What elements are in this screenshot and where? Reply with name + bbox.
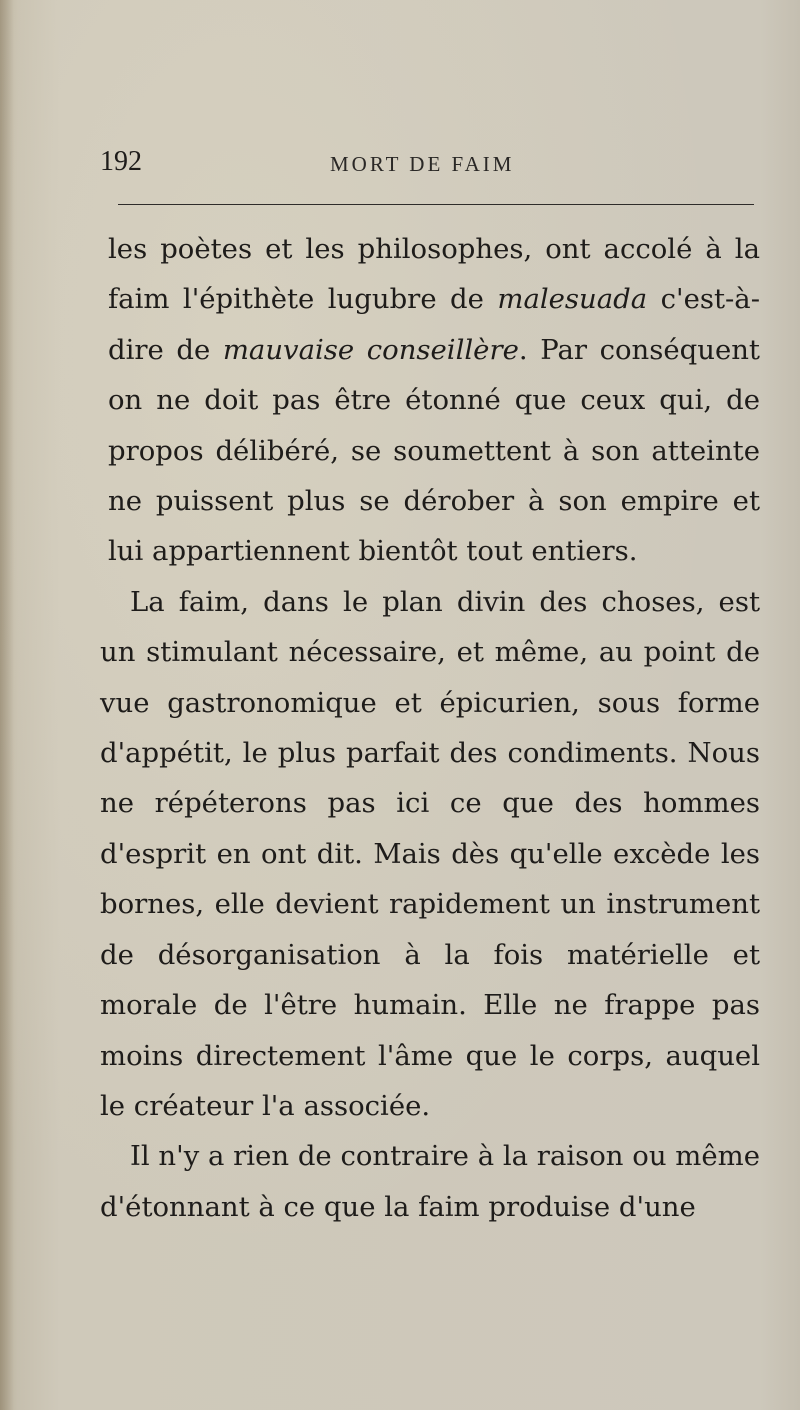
italic-term: malesuada [497,283,648,316]
page-number: 192 [100,146,142,177]
page-header [100,146,760,186]
paragraph-continued [100,224,760,577]
text-segment: . Par conséquent on ne doit pas être étonné que ceux qui, de propos délibéré, se soumettent à son atteinte ne puissent plus se dérober à son empire et lui appartiennent bientôt tout entiers. [108,333,760,568]
running-title: MORT DE FAIM [330,152,515,176]
header-rule [118,204,754,205]
text-segment: c'est-à-dire de [108,283,760,366]
paragraph: La faim, dans le plan divin des choses, est un stimulant nécessaire, et même, au point de vue gastronomique et épicurien, sous forme d'appétit, le plus parfait des condiments. Nous ne répéterons pas ici ce que des hommes d'esprit en ont dit. Mais dès qu'elle excède les bornes, elle devient rapidement un instrument de désorganisation à la fois matérielle et morale de l'être humain. Elle ne frappe pas moins directement l'âme que le corps, auquel le créateur l'a associée. [100,585,760,1122]
paragraph: Il n'y a rien de contraire à la raison ou même d'étonnant à ce que la faim produise d'une [100,1140,760,1223]
italic-term: mauvaise conseillère [222,333,519,366]
text-segment: les poètes et les philosophes, ont accolé à la faim l'épithète lugubre de [108,233,760,316]
page-gutter-shadow [0,0,14,1410]
body-text [100,224,760,1232]
